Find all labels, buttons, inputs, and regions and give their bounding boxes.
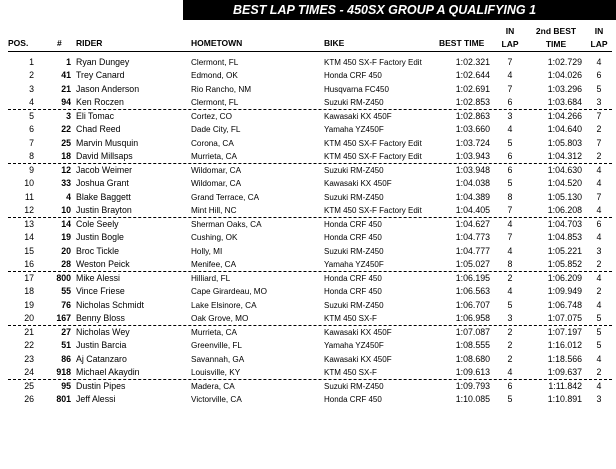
bike-cell: Suzuki RM-Z450 [324,192,384,202]
number-cell: 22 [61,124,71,134]
number-cell: 12 [61,164,71,175]
best-time-cell: 1:03.943 [455,151,490,161]
hometown-cell: Hilliard, FL [191,273,231,283]
position-cell: 15 [24,245,34,256]
in-lap2-cell: 5 [596,83,602,94]
hometown-cell: Clermont, FL [191,98,239,107]
second-best-cell: 1:04.520 [547,178,582,188]
second-best-cell: 1:07.197 [547,326,582,337]
in-lap-cell: 2 [507,353,513,364]
bike-cell: KTM 450 SX-F Factory Edit [324,57,422,67]
page-title: BEST LAP TIMES - 450SX GROUP A QUALIFYING 1 [183,0,616,20]
second-best-cell: 1:11.842 [548,380,582,391]
hometown-cell: Madera, CA [191,381,235,391]
in-lap-cell: 4 [507,245,513,256]
in-lap2-cell: 2 [596,124,602,134]
table-row [8,191,612,205]
position-cell: 11 [24,191,34,202]
in-lap-cell: 8 [507,191,513,202]
hometown-cell: Cortez, CO [191,111,232,121]
in-lap-cell: 4 [507,124,513,134]
hometown-cell: Murrieta, CA [191,152,237,161]
table-row [8,123,612,137]
best-time-cell: 1:02.644 [455,70,490,80]
best-time-cell: 1:04.389 [455,191,490,202]
position-cell: 7 [29,137,34,148]
rider-cell: Justin Bogle [76,232,124,242]
best-time-cell: 1:04.405 [455,205,490,215]
position-cell: 5 [29,110,34,121]
rider-cell: Joshua Grant [76,178,129,188]
bike-cell: Honda CRF 450 [324,287,382,296]
bike-cell: Honda CRF 450 [324,71,382,80]
number-cell: 1 [66,56,71,67]
in-lap-cell: 4 [507,286,513,296]
table-row [8,366,612,380]
bike-cell: Husqvarna FC450 [324,84,389,94]
in-lap-cell: 4 [507,70,513,80]
second-best-cell: 1:06.209 [547,272,582,283]
hometown-cell: Wildomar, CA [191,179,242,188]
second-best-cell: 1:04.853 [547,232,582,242]
header-bike: BIKE [324,38,345,48]
in-lap2-cell: 4 [596,164,602,175]
number-cell: 86 [61,353,71,364]
table-row [8,339,612,353]
table-row [8,258,612,272]
in-lap-cell: 5 [507,394,513,404]
position-cell: 16 [24,259,34,269]
bike-cell: Suzuki RM-Z450 [324,300,384,310]
bike-cell: Suzuki RM-Z450 [324,98,384,107]
header-second-best-top: 2nd BEST [535,26,577,36]
rider-cell: Weston Peick [76,259,130,269]
in-lap-cell: 5 [507,137,513,148]
table-row [8,69,612,83]
number-cell: 76 [61,299,71,310]
table-row [8,245,612,259]
bike-cell: Kawasaki KX 450F [324,327,392,337]
second-best-cell: 1:05.221 [547,245,582,256]
hometown-cell: Mint Hill, NC [191,206,237,215]
table-row [8,164,612,178]
second-best-cell: 1:09.949 [547,286,582,296]
hometown-cell: Menifee, CA [191,260,237,269]
best-time-cell: 1:04.627 [455,218,490,229]
in-lap-cell: 4 [507,218,513,229]
in-lap-cell: 3 [507,313,513,323]
in-lap2-cell: 4 [596,353,602,364]
second-best-cell: 1:04.630 [547,164,582,175]
in-lap2-cell: 3 [596,245,602,256]
position-cell: 23 [24,353,34,364]
header-in-lap2-bottom: LAP [590,39,608,49]
second-best-cell: 1:04.266 [547,110,582,121]
in-lap2-cell: 4 [596,272,602,283]
hometown-cell: Cape Girardeau, MO [191,287,267,296]
bike-cell: KTM 450 SX-F [324,314,377,323]
header-pos: POS. [8,38,29,48]
position-cell: 20 [24,313,34,323]
in-lap-cell: 6 [507,164,513,175]
rider-cell: Marvin Musquin [76,137,139,148]
number-cell: 167 [56,313,71,323]
second-best-cell: 1:06.208 [547,205,582,215]
number-cell: 18 [61,151,71,161]
second-best-cell: 1:10.891 [547,394,582,404]
best-time-cell: 1:05.027 [455,259,490,269]
number-cell: 25 [61,137,71,148]
number-cell: 801 [56,394,71,404]
table-row [8,299,612,313]
bike-cell: Yamaha YZ450F [324,125,384,134]
best-time-cell: 1:09.613 [455,367,490,377]
table-row [8,326,612,340]
table-row [8,137,612,151]
number-cell: 20 [61,245,71,256]
hometown-cell: Murrieta, CA [191,327,237,337]
best-time-cell: 1:02.321 [455,56,490,67]
bike-cell: Yamaha YZ450F [324,260,384,269]
rider-cell: Dustin Pipes [76,380,126,391]
in-lap2-cell: 4 [596,205,602,215]
in-lap2-cell: 4 [596,178,602,188]
in-lap2-cell: 7 [596,137,602,148]
best-time-cell: 1:09.793 [455,380,490,391]
rider-cell: Jacob Weimer [76,164,133,175]
rider-cell: Nicholas Wey [76,326,130,337]
in-lap2-cell: 7 [596,110,602,121]
in-lap2-cell: 2 [596,259,602,269]
position-cell: 12 [24,205,34,215]
best-time-cell: 1:02.691 [455,83,490,94]
header-in-lap-bottom: LAP [501,39,519,49]
rider-cell: Mike Alessi [76,272,120,283]
in-lap-cell: 4 [507,367,513,377]
in-lap-cell: 7 [507,83,513,94]
in-lap-cell: 2 [507,272,513,283]
hometown-cell: Wildomar, CA [191,165,242,175]
in-lap2-cell: 5 [596,313,602,323]
second-best-cell: 1:18.566 [547,353,582,364]
hometown-cell: Sherman Oaks, CA [191,219,262,229]
in-lap-cell: 5 [507,178,513,188]
second-best-cell: 1:02.729 [547,56,582,67]
table-row [8,83,612,97]
second-best-cell: 1:05.803 [547,137,582,148]
hometown-cell: Lake Elsinore, CA [191,300,257,310]
number-cell: 800 [56,272,71,283]
in-lap2-cell: 6 [596,218,602,229]
rider-cell: Benny Bloss [76,313,125,323]
in-lap-cell: 7 [507,205,513,215]
best-time-cell: 1:02.863 [455,110,490,121]
best-time-cell: 1:04.038 [455,178,490,188]
bike-cell: Honda CRF 450 [324,395,382,404]
best-time-cell: 1:06.563 [455,286,490,296]
position-cell: 4 [29,97,34,107]
header-second-best-bottom: TIME [545,39,567,49]
second-best-cell: 1:03.684 [547,97,582,107]
rider-cell: Blake Baggett [76,191,131,202]
best-time-cell: 1:10.085 [455,394,490,404]
in-lap-cell: 3 [507,110,513,121]
second-best-cell: 1:03.296 [547,83,582,94]
best-time-cell: 1:07.087 [455,326,490,337]
second-best-cell: 1:16.012 [547,340,582,350]
number-cell: 41 [61,70,71,80]
position-cell: 26 [24,394,34,404]
number-cell: 27 [61,326,71,337]
hometown-cell: Louisville, KY [191,368,241,377]
best-time-cell: 1:03.724 [455,137,490,148]
position-cell: 17 [24,272,34,283]
in-lap2-cell: 4 [596,232,602,242]
in-lap-cell: 6 [507,151,513,161]
best-time-cell: 1:03.948 [455,164,490,175]
table-row [8,231,612,245]
rider-cell: Justin Barcia [76,340,127,350]
number-cell: 4 [66,191,71,202]
hometown-cell: Edmond, OK [191,71,238,80]
second-best-cell: 1:09.637 [547,367,582,377]
in-lap2-cell: 3 [596,394,602,404]
rider-cell: Chad Reed [76,124,121,134]
hometown-cell: Cushing, OK [191,233,238,242]
table-row [8,218,612,232]
rider-cell: Cole Seely [76,218,119,229]
number-cell: 19 [61,232,71,242]
bike-cell: KTM 450 SX-F Factory Edit [324,152,422,161]
table-row [8,380,612,394]
number-cell: 95 [61,380,71,391]
rider-cell: Nicholas Schmidt [76,299,144,310]
bike-cell: KTM 450 SX-F [324,368,377,377]
header-num: # [57,38,62,48]
best-time-cell: 1:06.958 [455,313,490,323]
position-cell: 14 [24,232,34,242]
position-cell: 25 [24,380,34,391]
table-row [8,353,612,367]
hometown-cell: Rio Rancho, NM [191,84,252,94]
rider-cell: Trey Canard [76,70,125,80]
in-lap2-cell: 6 [596,70,602,80]
second-best-cell: 1:05.130 [547,191,582,202]
bike-cell: Kawasaki KX 450F [324,179,392,188]
rider-cell: Aj Catanzaro [76,353,127,364]
position-cell: 22 [24,340,34,350]
rider-cell: Vince Friese [76,286,125,296]
best-time-cell: 1:06.195 [455,272,490,283]
bike-cell: Kawasaki KX 450F [324,354,392,364]
in-lap2-cell: 4 [596,380,602,391]
bike-cell: Kawasaki KX 450F [324,111,392,121]
number-cell: 10 [61,205,71,215]
number-cell: 21 [61,83,71,94]
hometown-cell: Oak Grove, MO [191,314,249,323]
position-cell: 21 [24,326,34,337]
number-cell: 55 [61,286,71,296]
best-time-cell: 1:06.707 [455,299,490,310]
hometown-cell: Greenville, FL [191,341,242,350]
second-best-cell: 1:06.748 [547,299,582,310]
header-best-time: BEST TIME [439,38,485,48]
bike-cell: KTM 450 SX-F Factory Edit [324,138,422,148]
number-cell: 28 [61,259,71,269]
in-lap2-cell: 5 [596,326,602,337]
in-lap-cell: 6 [507,380,513,391]
rider-cell: Broc Tickle [76,245,120,256]
header-in-lap2-top: IN [594,26,604,36]
hometown-cell: Corona, CA [191,138,234,148]
best-time-cell: 1:03.660 [455,124,490,134]
hometown-cell: Dade City, FL [191,125,241,134]
second-best-cell: 1:04.312 [547,151,582,161]
rider-cell: Jason Anderson [76,83,140,94]
second-best-cell: 1:05.852 [547,259,582,269]
bike-cell: Honda CRF 450 [324,233,382,242]
table-row [8,177,612,191]
rider-cell: Jeff Alessi [76,394,116,404]
in-lap2-cell: 3 [596,97,602,107]
in-lap-cell: 7 [507,56,513,67]
in-lap2-cell: 4 [596,56,602,67]
number-cell: 14 [61,218,71,229]
second-best-cell: 1:04.026 [547,70,582,80]
table-row [8,56,612,70]
rider-cell: Eli Tomac [76,110,114,121]
table-row [8,272,612,286]
rider-cell: Ryan Dungey [76,56,130,67]
position-cell: 8 [29,151,34,161]
best-time-cell: 1:04.773 [455,232,490,242]
hometown-cell: Savannah, GA [191,354,245,364]
in-lap2-cell: 5 [596,340,602,350]
bike-cell: KTM 450 SX-F Factory Edit [324,206,422,215]
in-lap2-cell: 2 [596,367,602,377]
position-cell: 9 [29,164,34,175]
best-time-cell: 1:04.777 [455,245,490,256]
table-row [8,312,612,326]
rider-cell: Michael Akaydin [76,367,140,377]
header-in-lap-top: IN [505,26,515,36]
hometown-cell: Grand Terrace, CA [191,192,260,202]
hometown-cell: Victorville, CA [191,395,242,404]
table-row [8,393,612,407]
position-cell: 10 [24,178,34,188]
in-lap-cell: 8 [507,259,513,269]
in-lap2-cell: 2 [596,151,602,161]
bike-cell: Yamaha YZ450F [324,341,384,350]
bike-cell: Honda CRF 450 [324,273,382,283]
in-lap-cell: 5 [507,299,513,310]
second-best-cell: 1:04.640 [547,124,582,134]
position-cell: 13 [24,218,34,229]
table-row [8,110,612,124]
in-lap2-cell: 2 [596,286,602,296]
in-lap-cell: 2 [507,326,513,337]
number-cell: 918 [56,367,71,377]
in-lap-cell: 7 [507,232,513,242]
table-row [8,96,612,110]
table-row [8,204,612,218]
in-lap2-cell: 4 [596,299,602,310]
bike-cell: Suzuki RM-Z450 [324,381,384,391]
best-time-cell: 1:08.680 [455,353,490,364]
position-cell: 6 [29,124,34,134]
second-best-cell: 1:07.075 [547,313,582,323]
position-cell: 3 [29,83,34,94]
in-lap-cell: 2 [507,340,513,350]
position-cell: 24 [24,367,34,377]
position-cell: 2 [29,70,34,80]
number-cell: 51 [61,340,71,350]
table-row [8,285,612,299]
header-divider [8,51,612,52]
in-lap-cell: 6 [507,97,513,107]
bike-cell: Suzuki RM-Z450 [324,165,384,175]
rider-cell: David Millsaps [76,151,133,161]
bike-cell: Suzuki RM-Z450 [324,246,384,256]
in-lap2-cell: 7 [596,191,602,202]
position-cell: 18 [24,286,34,296]
position-cell: 1 [29,56,34,67]
number-cell: 94 [61,97,71,107]
best-time-cell: 1:02.853 [455,97,490,107]
bike-cell: Honda CRF 450 [324,219,382,229]
hometown-cell: Clermont, FL [191,57,239,67]
header-hometown: HOMETOWN [191,38,243,48]
rider-cell: Justin Brayton [76,205,132,215]
best-time-cell: 1:08.555 [455,340,490,350]
number-cell: 33 [61,178,71,188]
second-best-cell: 1:04.703 [547,218,582,229]
table-row [8,150,612,164]
header-rider: RIDER [76,38,103,48]
hometown-cell: Holly, MI [191,246,223,256]
number-cell: 3 [66,110,71,121]
rider-cell: Ken Roczen [76,97,124,107]
position-cell: 19 [24,299,34,310]
